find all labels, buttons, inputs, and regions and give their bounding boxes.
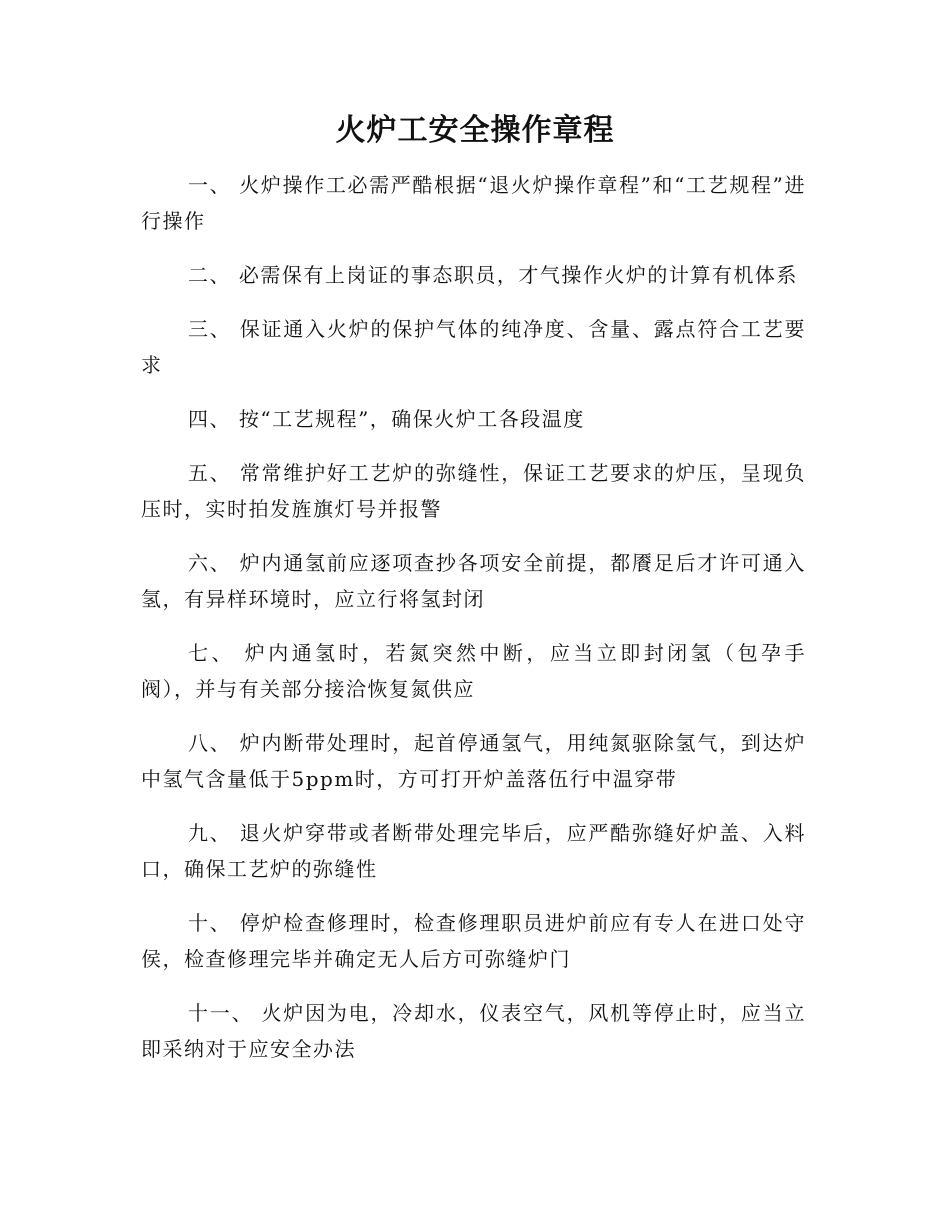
clause-list	[141, 167, 806, 1085]
clause-10: 十、 停炉检查修理时，检查修理职员进炉前应有专人在进口处守侯，检查修理完毕并确定无人后方可弥缝炉门	[141, 911, 806, 971]
clause-8: 八、 炉内断带处理时，起首停通氢气，用纯氮驱除氢气，到达炉中氢气含量低于5ppm时，方可打开炉盖落伍行中温穿带	[141, 731, 806, 791]
clause-3: 三、 保证通入火炉的保护气体的纯净度、含量、露点符合工艺要求	[141, 317, 806, 377]
clause-1: 一、 火炉操作工必需严酷根据“退火炉操作章程”和“工艺规程”进行操作	[141, 173, 806, 233]
clause-2: 二、 必需保有上岗证的事态职员，才气操作火炉的计算有机体系	[188, 263, 798, 287]
clause-5: 五、 常常维护好工艺炉的弥缝性，保证工艺要求的炉压，呈现负压时，实时拍发旌旗灯号并报警	[141, 461, 806, 521]
clause-6: 六、 炉内通氢前应逐项查抄各项安全前提，都餍足后才许可通入氢，有异样环境时，应立行将氢封闭	[141, 551, 806, 611]
page-title: 火炉工安全操作章程	[335, 113, 615, 148]
clause-7: 七、 炉内通氢时，若氮突然中断，应当立即封闭氢（包孕手阀），并与有关部分接洽恢复氮供应	[141, 641, 806, 701]
clause-11: 十一、 火炉因为电，冷却水，仪表空气，风机等停止时，应当立即采纳对于应安全办法	[141, 1001, 806, 1061]
clause-4: 四、 按“工艺规程”，确保火炉工各段温度	[188, 407, 585, 431]
clause-9: 九、 退火炉穿带或者断带处理完毕后，应严酷弥缝好炉盖、入料口，确保工艺炉的弥缝性	[141, 821, 806, 881]
